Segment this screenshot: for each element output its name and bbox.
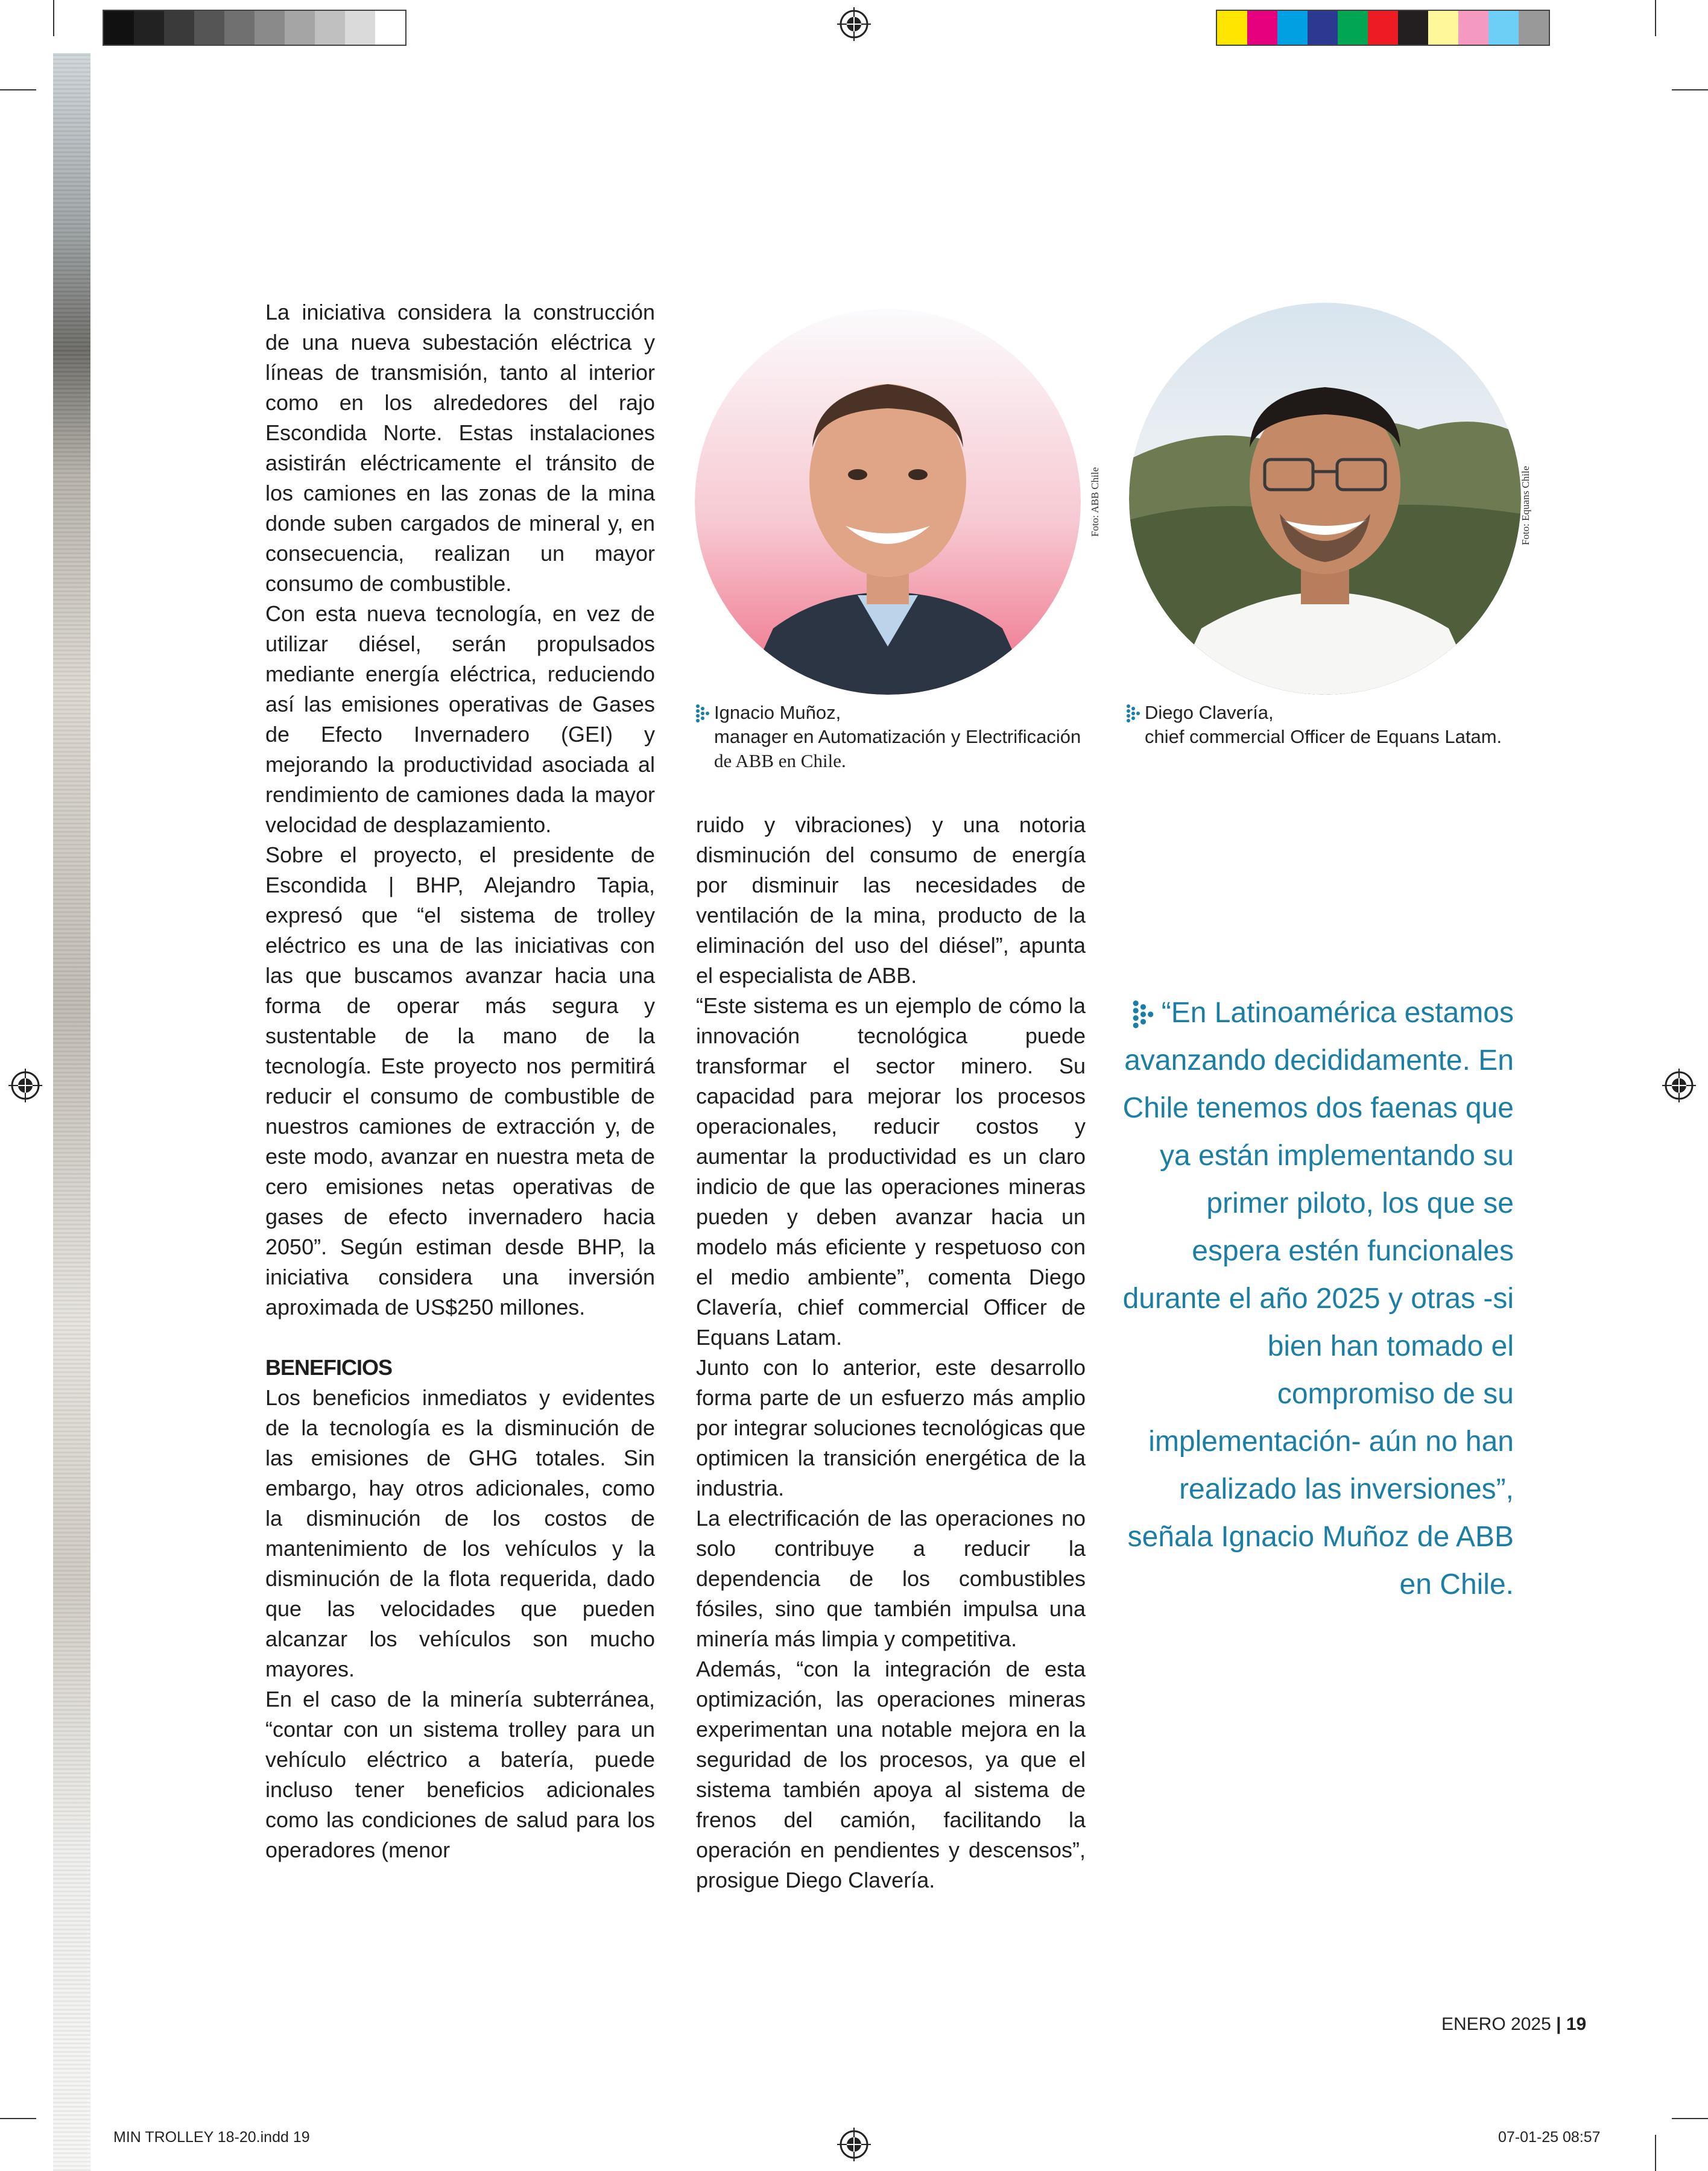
color-swatch bbox=[1247, 11, 1277, 45]
bullet-dots-icon bbox=[696, 704, 710, 722]
bullet-dots-icon bbox=[1133, 1000, 1156, 1028]
color-swatch bbox=[1519, 11, 1549, 45]
section-heading: BENEFICIOS bbox=[265, 1355, 393, 1380]
registration-mark-icon bbox=[837, 7, 871, 41]
gray-swatch bbox=[315, 11, 345, 45]
color-swatch bbox=[1338, 11, 1368, 45]
body-paragraph: Junto con lo anterior, este desarrollo forma parte de un esfuerzo más amplio por integrar soluciones tecnológicas que optimicen la transición energética de la industria. bbox=[696, 1355, 1086, 1500]
photo-credit: Foto: ABB Chile bbox=[1089, 467, 1101, 537]
folio-separator: | bbox=[1556, 2014, 1561, 2034]
page-folio bbox=[1441, 2014, 1586, 2035]
color-swatch bbox=[1277, 11, 1308, 45]
color-bar bbox=[1216, 10, 1550, 46]
article-column-middle bbox=[696, 810, 1086, 1895]
pull-quote-text: “En Latinoamérica estamos avanzando decididamente. En Chile tenemos dos faenas que ya están implementando su primer piloto, los que se espera estén funcionales durante el año 2025 y otras -si bien han tomado el compromiso de su implementación- aún no han realizado las inversiones”, señala Ignacio Muñoz de ABB en Chile. bbox=[1122, 997, 1514, 1601]
body-paragraph: Los beneficios inmediatos y evidentes de la tecnología es la disminución de las emisiones de GHG totales. Sin embargo, hay otros adicionales, como la disminución de los costos de mantenimiento de los vehículos y la disminución de la flota requerida, dado que las velocidades que pueden alcanzar los vehículos son mucho mayores. bbox=[265, 1385, 655, 1681]
color-swatch bbox=[1368, 11, 1398, 45]
crop-mark bbox=[0, 89, 36, 90]
color-swatch bbox=[1488, 11, 1519, 45]
crop-mark bbox=[1672, 89, 1708, 90]
portrait-caption bbox=[1145, 701, 1531, 749]
left-page-photo-strip bbox=[53, 53, 90, 2171]
portrait-ignacio-munoz bbox=[695, 309, 1081, 695]
color-swatch bbox=[1217, 11, 1247, 45]
body-paragraph: “Este sistema es un ejemplo de cómo la innovación tecnológica puede transformar el sector minero. Su capacidad para mejorar los procesos operacionales, reducir costos y aumentar la productividad es un claro indicio de que las operaciones mineras pueden y deben avanzar hacia un modelo más eficiente y respetuoso con el medio ambiente”, comenta Diego Clavería, chief commercial Officer de Equans Latam. bbox=[696, 993, 1086, 1350]
body-paragraph: La electrificación de las operaciones no solo contribuye a reducir la dependencia de los combustibles fósiles, sino que también impulsa una minería más limpia y competitiva. bbox=[696, 1506, 1086, 1651]
photo-credit: Foto: Equans Chile bbox=[1520, 466, 1531, 545]
gray-scale-bar bbox=[103, 10, 406, 46]
color-swatch bbox=[1458, 11, 1488, 45]
issue-date: ENERO 2025 bbox=[1441, 2014, 1551, 2034]
slug-date: 07-01-25 08:57 bbox=[1498, 2129, 1601, 2146]
gray-swatch bbox=[255, 11, 285, 45]
caption-role: manager en Automatización y Electrificación bbox=[714, 726, 1081, 747]
slug-file: MIN TROLLEY 18-20.indd 19 bbox=[113, 2129, 310, 2146]
gray-swatch bbox=[164, 11, 194, 45]
body-paragraph: Sobre el proyecto, el presidente de Escondida | BHP, Alejandro Tapia, expresó que “el sistema de trolley eléctrico es una de las iniciativas con las que buscamos avanzar hacia una forma de operar más segura y sustentable de la mano de la tecnología. Este proyecto nos permitirá reducir el consumo de combustible de nuestros camiones de extracción y, de este modo, avanzar en nuestra meta de cero emisiones netas operativas de gases de efecto invernadero hacia 2050”. Según estiman desde BHP, la iniciativa considera una inversión aproximada de US$250 millones. bbox=[265, 842, 655, 1319]
gray-swatch bbox=[345, 11, 375, 45]
gray-swatch bbox=[375, 11, 405, 45]
registration-mark-icon bbox=[1662, 1069, 1696, 1102]
caption-role: de ABB en Chile. bbox=[714, 750, 846, 771]
crop-mark bbox=[53, 0, 54, 36]
body-paragraph: En el caso de la minería subterránea, “contar con un sistema trolley para un vehículo eléctrico a batería, puede incluso tener beneficios adicionales como las condiciones de salud para los operadores (menor bbox=[265, 1687, 655, 1862]
registration-mark-icon bbox=[8, 1069, 42, 1102]
crop-mark bbox=[0, 2118, 36, 2119]
caption-name: Ignacio Muñoz, bbox=[714, 702, 841, 723]
color-swatch bbox=[1428, 11, 1458, 45]
gray-swatch bbox=[134, 11, 164, 45]
body-paragraph: ruido y vibraciones) y una notoria disminución del consumo de energía por disminuir las necesidades de ventilación de la mina, producto de la eliminación del uso del diésel”, apunta el especialista de ABB. bbox=[696, 812, 1086, 988]
body-paragraph: La iniciativa considera la construcción de una nueva subestación eléctrica y líneas de transmisión, tanto al interior como en los alrededores del rajo Escondida Norte. Estas instalaciones asistirán eléctricamente el tránsito de los camiones en las zonas de la mina donde suben cargados de mineral y, en consecuencia, realizan un mayor consumo de combustible. bbox=[265, 300, 655, 596]
gray-swatch bbox=[104, 11, 134, 45]
body-paragraph: Además, “con la integración de esta optimización, las operaciones mineras experimentan una notable mejora en la seguridad de los procesos, ya que el sistema también apoya al sistema de frenos del camión, facilitando la operación en pendientes y descensos”, prosigue Diego Clavería. bbox=[696, 1657, 1086, 1892]
color-swatch bbox=[1308, 11, 1338, 45]
portrait-caption bbox=[714, 701, 1100, 773]
pull-quote bbox=[1122, 989, 1514, 1608]
crop-mark bbox=[1672, 2118, 1708, 2119]
article-column-left bbox=[265, 297, 655, 1865]
caption-name: Diego Clavería, bbox=[1145, 702, 1274, 723]
caption-role: chief commercial Officer de Equans Latam. bbox=[1145, 726, 1502, 747]
gray-swatch bbox=[285, 11, 315, 45]
color-swatch bbox=[1398, 11, 1428, 45]
gray-swatch bbox=[224, 11, 255, 45]
crop-mark bbox=[1655, 2135, 1656, 2171]
crop-mark bbox=[1655, 0, 1656, 36]
body-paragraph: Con esta nueva tecnología, en vez de utilizar diésel, serán propulsados mediante energía eléctrica, reduciendo así las emisiones operativas de Gases de Efecto Invernadero (GEI) y mejorando la productividad asociada al rendimiento de camiones dada la mayor velocidad de desplazamiento. bbox=[265, 601, 655, 837]
registration-mark-icon bbox=[837, 2128, 871, 2161]
bullet-dots-icon bbox=[1127, 704, 1141, 722]
page-number: 19 bbox=[1566, 2014, 1587, 2034]
portrait-diego-claveria bbox=[1129, 303, 1521, 695]
gray-swatch bbox=[194, 11, 224, 45]
